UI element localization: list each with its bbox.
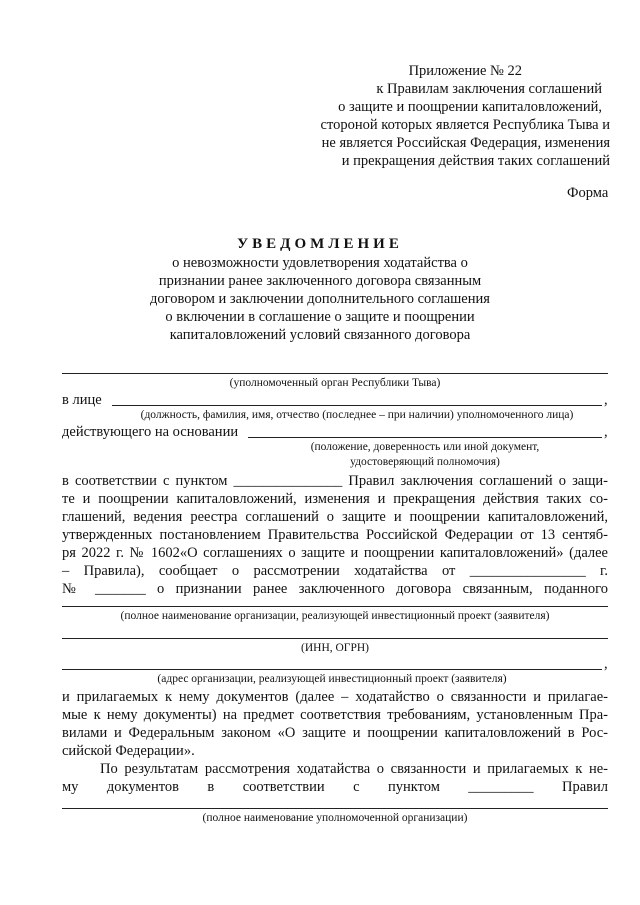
body-line: № _______ о признании ранее заключенного договора связанным, поданного [62,581,608,597]
appendix-line: не является Российская Федерация, изменения [321,135,610,151]
body-paragraph-1 [62,472,608,598]
inn-underline [62,638,608,639]
authority-caption: (уполномоченный орган Республики Тыва) [229,377,441,389]
org-underline [62,606,608,607]
body-line: утвержденных постановлением Правительства Российской Федерации от 13 сентяб- [62,527,608,543]
body-line: – Правила), сообщает о рассмотрении ходатайства от ________________ г. [62,563,608,579]
document-title: УВЕДОМЛЕНИЕ [237,236,403,252]
comma: , [604,424,608,440]
subtitle-line: признании ранее заключенного договора связанным [158,273,482,289]
acting-label: действующего на основании [62,424,239,440]
body-line: му документов в соответствии с пунктом _________ Правил [62,779,608,795]
body-line: глашений, ведения реестра соглашений о защите и поощрении капиталовложений, [62,509,608,525]
inn-caption: (ИНН, ОГРН) [301,642,369,654]
subtitle-line: о включении в соглашение о защите и поощрении [165,309,475,325]
org-caption: (полное наименование организации, реализующей инвестиционный проект (заявителя) [120,610,550,622]
basis-underline [248,437,602,438]
subtitle-line: капиталовложений условий связанного договора [169,327,471,343]
address-underline [62,669,602,670]
subtitle-line: о невозможности удовлетворения ходатайства о [172,255,468,271]
address-caption: (адрес организации, реализующей инвестиционный проект (заявителя) [157,673,507,685]
subtitle-line: договором и заключении дополнительного соглашения [150,291,490,307]
body-line: вилами и Федеральным законом «О защите и поощрении капиталовложений в Рос- [62,725,608,741]
body-line: сийской Федерации». [62,743,195,759]
appendix-line: стороной которых является Республика Тыва и [320,117,610,133]
form-label: Форма [567,185,609,201]
body-line: те и поощрении капиталовложений, изменения и прекращения действия таких со- [62,491,608,507]
body-line: и прилагаемых к нему документов (далее – ходатайство о связанности и прилагае- [62,689,608,705]
comma: , [604,656,608,672]
body-paragraph-2 [62,688,608,760]
body-line: По результатам рассмотрения ходатайства о связанности и прилагаемых к не- [100,761,608,777]
appendix-number: Приложение № 22 [408,63,522,79]
authorized-org-caption: (полное наименование уполномоченной организации) [202,812,468,824]
body-paragraph-3 [62,760,608,796]
basis-caption: удостоверяющий полномочия) [350,456,500,468]
appendix-line: к Правилам заключения соглашений [376,81,602,97]
appendix-line: о защите и поощрении капиталовложений, [338,99,602,115]
basis-caption: (положение, доверенность или иной документ, [310,441,540,453]
body-line: ря 2022 г. № 1602«О соглашениях о защите и поощрении капиталовложений» (далее [62,545,608,561]
authority-underline [62,373,608,374]
heading-block [0,236,640,344]
in-person-label: в лице [62,392,102,408]
person-underline [112,405,602,406]
body-line: в соответствии с пунктом _______________ Правил заключения соглашений о защи- [62,473,608,489]
appendix-block [321,62,610,170]
comma: , [604,392,608,408]
body-line: мые к нему документы) на предмет соответствия требованиям, установленным Пра- [62,707,608,723]
person-caption: (должность, фамилия, имя, отчество (последнее – при наличии) уполномоченного лица) [140,409,574,421]
authorized-org-underline [62,808,608,809]
appendix-line: и прекращения действия таких соглашений [341,153,610,169]
